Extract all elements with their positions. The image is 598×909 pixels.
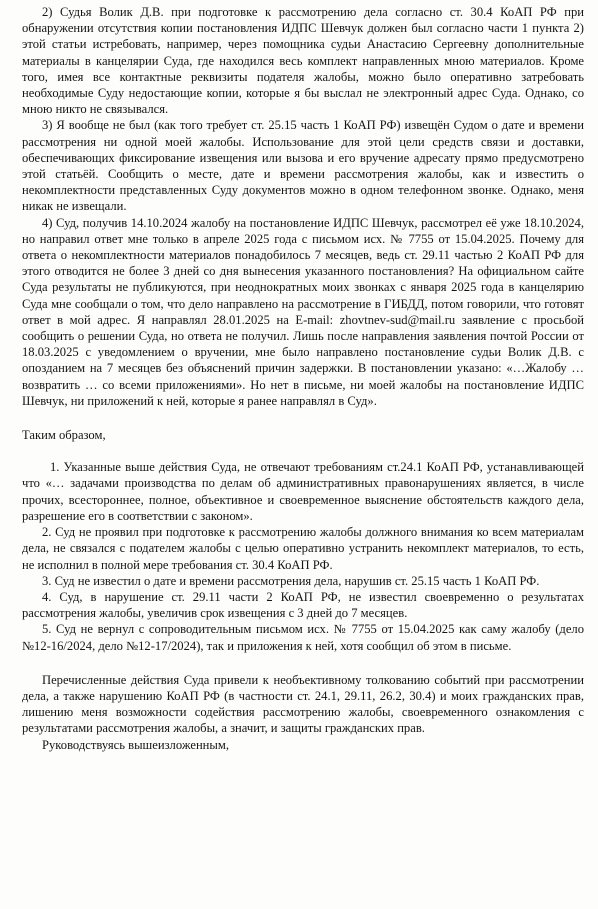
spacer — [22, 654, 584, 672]
spacer — [22, 443, 584, 459]
conclusion-heading: Таким образом, — [22, 428, 106, 443]
paragraph-item-2: 2) Судья Волик Д.В. при подготовке к рассмотрению дела согласно ст. 30.4 КоАП РФ при обнаружении отсутствия копии постановления ИДПС Шевчук должен был согласно части 1 пункта 2) этой статьи истребовать, например, через помощника судьи Анастасию Сергеевну дополнительные материалы в канцелярии Суда, где находился весь комплект направленных мною материалов. Кроме того, имея все контактные реквизиты подателя жалобы, можно было оперативно затребовать необходимые Суду недостающие копии, которые я бы выслал не электронный адрес Суда. Однако, со мною никто не связывался. — [22, 5, 584, 117]
paragraph-item-4: 4) Суд, получив 14.10.2024 жалобу на постановление ИДПС Шевчук, рассмотрел её уже 18.10.2024, но направил ответ мне только в апреле 2025 года с письмом исх. № 7755 от 15.04.2025. Почему для ответа о некомплектности материалов понадобилось 7 месяцев, ведь ст. 29.11 частью 2 КоАП РФ для этого отводится не более 3 дней со дня вынесения указанного постановления? На официальном сайте Суда результаты не публикуются, при неоднократных моих звонках с января 2025 года в канцелярию Суда мне сообщали о том, что дело направлено на рассмотрение в ГИБДД, потом говорили, что готовят ответ в мой адрес. Я направлял 28.01.2025 на E-mail: zhovtnev-sud@mail.ru заявление с просьбой сообщить о решении Суда, но ответа не получил. Лишь после направления заявления почтой России от 18.03.2025 с уведомлением о вручении, мне было направлено постановление судьи Волик Д.В. с опозданием на 7 месяцев без объяснений причин задержки. В постановлении указано: «…Жалобу … возвратить … со всеми приложениями». Но нет в письме, ни моей жалобы на постановление ИДПС Шевчук, ни приложений к ней, которые я ранее направлял в Суд». — [22, 215, 584, 408]
closing-line: Руководствуясь вышеизложенным, — [42, 737, 230, 752]
conclusion-item-5: 5. Суд не вернул с сопроводительным письмом исх. № 7755 от 15.04.2025 как саму жалобу (дело №12-16/2024, дело №12-17/2024), так и приложения к ней, хотя сообщил об этом в письме. — [22, 622, 584, 653]
conclusion-item-1: 1. Указанные выше действия Суда, не отвечают требованиям ст.24.1 КоАП РФ, устанавливающей что «… задачами производства по делам об административных правонарушениях является, в числе прочих, всестороннее, полное, объективное и своевременное выяснение обстоятельств каждого дела, разрешение его в соответствии с законом». — [22, 460, 584, 523]
conclusion-item-3: 3. Суд не известил о дате и времени рассмотрения дела, нарушив ст. 25.15 часть 1 КоАП РФ. — [42, 573, 540, 588]
summary-paragraph: Перечисленные действия Суда привели к необъективному толкованию событий при рассмотрении дела, а также нарушению КоАП РФ (в частности ст. 24.1, 29.11, 26.2, 30.4) и моих гражданских прав, лишению меня возможности содействия рассмотрению жалобы, своевременного ознакомления с результатами рассмотрения жалобы, а значит, и защиты гражданских прав. — [22, 672, 584, 736]
conclusion-item-4: 4. Суд, в нарушение ст. 29.11 части 2 КоАП РФ, не известил своевременно о результатах рассмотрения жалобы, увеличив срок извещения с 3 дней до 7 месяцев. — [22, 589, 584, 621]
spacer — [22, 409, 584, 427]
conclusion-item-2: 2. Суд не проявил при подготовке к рассмотрению жалобы должного внимания ко всем материалам дела, не связался с подателем жалобы с целью оперативно устранить некомплект материалов, то есть, не исполнил в полной мере требования ст. 30.4 КоАП РФ. — [22, 525, 584, 572]
paragraph-item-3: 3) Я вообще не был (как того требует ст. 25.15 часть 1 КоАП РФ) извещён Судом о дате и времени рассмотрения ни одной моей жалобы. Использование для этой цели средств связи и доставки, обеспечивающих фиксирование извещения или вызова и его вручение адресату прямо предусмотрено этой статьёй. Сообщить о месте, дате и времени рассмотрения жалобы, как и известить о некомплектности представленных Суду документов можно в одном телефонном звонке. Однако, меня никак не извещали. — [22, 118, 584, 214]
